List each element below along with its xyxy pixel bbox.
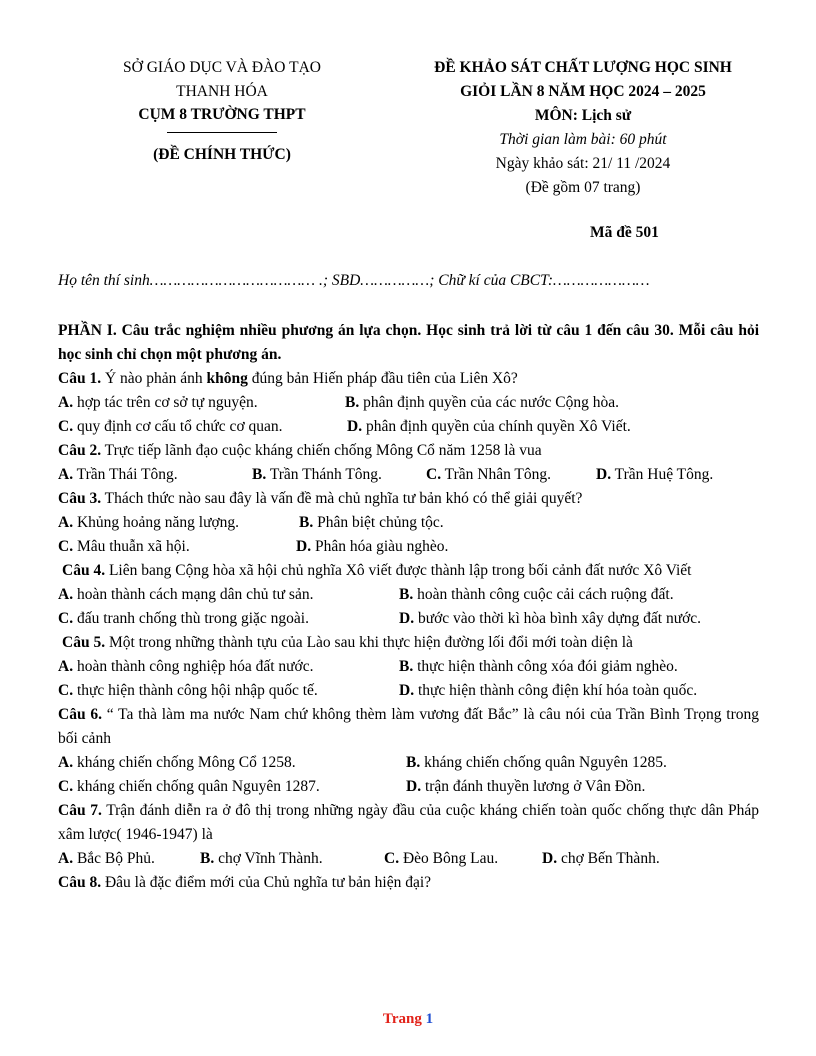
header-divider — [167, 132, 277, 133]
options-row — [58, 679, 759, 703]
option-d: D. chợ Bến Thành. — [542, 850, 660, 867]
options-row — [58, 511, 759, 535]
exam-info-block — [398, 56, 768, 200]
question-3: Câu 3. Thách thức nào sau đây là vấn đề mà chủ nghĩa tư bản khó có thể giải quyết? A. Khủng hoảng năng lượng. B. Phân biệt chủng tộc. C. Mâu thuẫn xã hội. D. Phân hóa giàu nghèo. — [58, 487, 759, 559]
option-c: C. quy định cơ cấu tổ chức cơ quan. — [58, 418, 283, 435]
option-c: C. Đèo Bông Lau. — [384, 850, 499, 867]
option-c: C. Mâu thuẫn xã hội. — [58, 538, 190, 555]
option-b: B. hoàn thành công cuộc cải cách ruộng đất. — [399, 586, 674, 603]
question-7: Câu 7. Trận đánh diễn ra ở đô thị trong những ngày đầu của cuộc kháng chiến toàn quốc chống thực dân Pháp xâm lược( 1946-1947) là A. Bắc Bộ Phủ. B. chợ Vĩnh Thành. C. Đèo Bông Lau. D. chợ Bến Thành. — [58, 799, 759, 871]
question-1: Câu 1. Ý nào phản ánh không đúng bản Hiến pháp đầu tiên của Liên Xô? A. hợp tác trên cơ sở tự nguyện. B. phân định quyền của các nước Cộng hòa. C. quy định cơ cấu tổ chức cơ quan. D. phân định quyền của chính quyền Xô Viết. — [58, 367, 759, 439]
options-row — [58, 655, 759, 679]
option-c: C. kháng chiến chống quân Nguyên 1287. — [58, 778, 320, 795]
option-d: D. bước vào thời kì hòa bình xây dựng đất nước. — [399, 610, 702, 627]
options-row — [58, 847, 759, 871]
option-b: B. kháng chiến chống quân Nguyên 1285. — [406, 754, 667, 771]
option-a: A. Khủng hoảng năng lượng. — [58, 514, 240, 531]
page-label: Trang — [382, 1011, 422, 1027]
exam-body — [58, 319, 759, 895]
emphasis-word: không — [206, 370, 248, 387]
question-label: Câu 2. — [58, 442, 102, 459]
question-5: Câu 5. Một trong những thành tựu của Lào sau khi thực hiện đường lối đổi mới toàn diện là A. hoàn thành công nghiệp hóa đất nước. B. thực hiện thành công xóa đói giảm nghèo. C. thực hiện thành công hội nhập quốc tế. D. thực hiện thành công điện khí hóa toàn quốc. — [58, 631, 759, 703]
school-block — [102, 56, 342, 166]
exam-title-line2: GIỎI LẦN 8 NĂM HỌC 2024 – 2025 — [460, 83, 706, 100]
option-d: D. thực hiện thành công điện khí hóa toàn quốc. — [399, 682, 698, 699]
page-number: 1 — [425, 1011, 434, 1027]
question-label: Câu 7. — [58, 802, 102, 819]
question-label: Câu 5. — [62, 634, 106, 651]
options-row — [58, 751, 759, 775]
options-row — [58, 463, 759, 487]
page-footer — [0, 1011, 816, 1028]
question-label: Câu 3. — [58, 490, 102, 507]
option-d: D. phân định quyền của chính quyền Xô Viết. — [347, 418, 631, 435]
options-row — [58, 535, 759, 559]
option-a: A. Trần Thái Tông. — [58, 466, 178, 483]
province-name: THANH HÓA — [176, 82, 268, 100]
question-label: Câu 1. — [58, 370, 102, 387]
exam-page-count: (Đề gồm 07 trang) — [525, 179, 641, 196]
option-a: A. hoàn thành cách mạng dân chủ tư sản. — [58, 586, 314, 603]
exam-date: Ngày khảo sát: 21/ 11 /2024 — [495, 155, 671, 172]
option-b: B. Phân biệt chủng tộc. — [299, 514, 444, 531]
candidate-info-line: Họ tên thí sinh……………………………… .; SBD……………; Chữ kí của CBCT:………………… — [58, 272, 650, 289]
option-d: D. trận đánh thuyền lương ở Vân Đồn. — [406, 778, 646, 795]
option-c: C. thực hiện thành công hội nhập quốc tế. — [58, 682, 318, 699]
question-2: Câu 2. Trực tiếp lãnh đạo cuộc kháng chiến chống Mông Cổ năm 1258 là vua A. Trần Thái Tông. B. Trần Thánh Tông. C. Trần Nhân Tông. D. Trần Huệ Tông. — [58, 439, 759, 487]
question-label: Câu 8. — [58, 874, 102, 891]
options-row — [58, 391, 759, 415]
option-b: B. chợ Vĩnh Thành. — [200, 850, 323, 867]
school-cluster-name: CỤM 8 TRƯỜNG THPT — [138, 106, 306, 123]
option-c: C. đấu tranh chống thù trong giặc ngoài. — [58, 610, 309, 627]
option-d: D. Trần Huệ Tông. — [596, 466, 714, 483]
options-row — [58, 583, 759, 607]
question-label: Câu 4. — [62, 562, 106, 579]
official-label: (ĐỀ CHÍNH THỨC) — [153, 145, 291, 163]
option-b: B. Trần Thánh Tông. — [252, 466, 382, 483]
question-4: Câu 4. Liên bang Cộng hòa xã hội chủ nghĩa Xô viết được thành lập trong bối cảnh đất nước Xô Viết A. hoàn thành cách mạng dân chủ tư sản. B. hoàn thành công cuộc cải cách ruộng đất. C. đấu tranh chống thù trong giặc ngoài. D. bước vào thời kì hòa bình xây dựng đất nước. — [58, 559, 759, 631]
option-a: A. hoàn thành công nghiệp hóa đất nước. — [58, 658, 314, 675]
option-a: A. hợp tác trên cơ sở tự nguyện. — [58, 394, 258, 411]
question-6: Câu 6. “ Ta thà làm ma nước Nam chứ không thèm làm vương đất Bắc” là câu nói của Trần Bình Trọng trong bối cảnh A. kháng chiến chống Mông Cổ 1258. B. kháng chiến chống quân Nguyên 1285. C. kháng chiến chống quân Nguyên 1287. D. trận đánh thuyền lương ở Vân Đồn. — [58, 703, 759, 799]
part-1-title: PHẦN I. Câu trắc nghiệm nhiều phương án lựa chọn. Học sinh trả lời từ câu 1 đến câu 30. Mỗi câu hỏi học sinh chỉ chọn một phương án. — [58, 322, 759, 363]
option-b: B. thực hiện thành công xóa đói giảm nghèo. — [399, 658, 678, 675]
option-a: A. Bắc Bộ Phủ. — [58, 850, 155, 867]
exam-code: Mã đề 501 — [590, 224, 659, 241]
options-row — [58, 775, 759, 799]
option-b: B. phân định quyền của các nước Cộng hòa. — [345, 394, 620, 411]
exam-duration: Thời gian làm bài: 60 phút — [499, 131, 667, 148]
option-c: C. Trần Nhân Tông. — [426, 466, 552, 483]
department-name: SỞ GIÁO DỤC VÀ ĐÀO TẠO — [123, 59, 321, 76]
exam-title-line1: ĐỀ KHẢO SÁT CHẤT LƯỢNG HỌC SINH — [434, 59, 732, 76]
options-row — [58, 607, 759, 631]
option-d: D. Phân hóa giàu nghèo. — [296, 538, 449, 555]
exam-subject: MÔN: Lịch sử — [534, 107, 632, 124]
question-8: Câu 8. Đâu là đặc điểm mới của Chủ nghĩa tư bản hiện đại? — [58, 874, 432, 891]
question-label: Câu 6. — [58, 706, 102, 723]
option-a: A. kháng chiến chống Mông Cổ 1258. — [58, 754, 296, 771]
options-row — [58, 415, 759, 439]
exam-header — [0, 56, 816, 206]
